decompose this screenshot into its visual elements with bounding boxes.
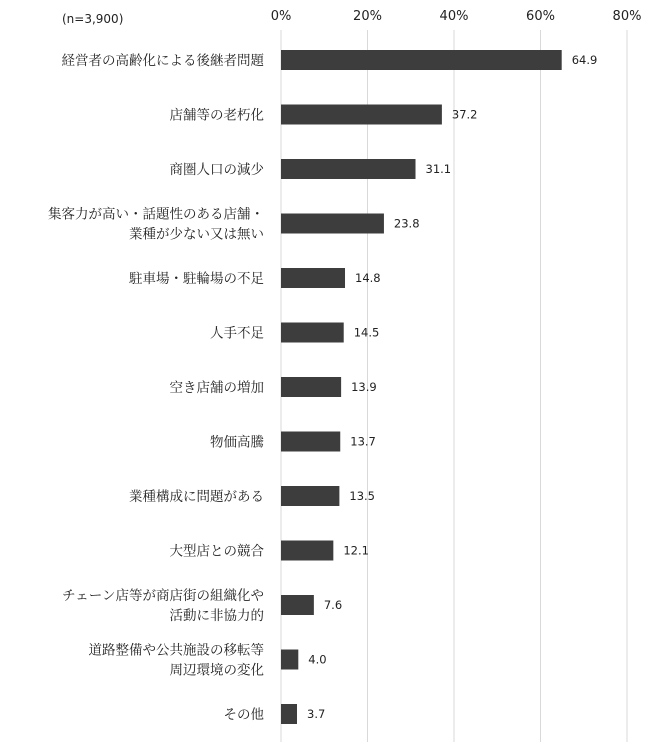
data-label: 64.9: [571, 53, 598, 67]
data-label: 13.7: [350, 434, 376, 449]
x-tick-label: 40%: [439, 9, 469, 24]
bar: [281, 105, 442, 125]
data-label: 3.7: [307, 707, 326, 721]
category-label: 大型店との競合: [169, 543, 264, 560]
data-label: 14.5: [353, 325, 380, 340]
category-label: 周辺環境の変化: [169, 662, 264, 679]
category-label: チェーン店等が商店街の組織化や: [62, 588, 264, 604]
x-tick-label: 60%: [526, 9, 555, 24]
category-label: 物価高騰: [210, 434, 264, 451]
bar: [281, 541, 333, 561]
bar: [281, 50, 562, 70]
sample-size-note: (n=3,900): [62, 12, 124, 26]
category-label: その他: [223, 707, 264, 723]
data-label: 31.1: [425, 162, 452, 176]
data-label: 13.5: [349, 489, 375, 503]
data-label: 37.2: [451, 107, 478, 122]
bar: [281, 159, 416, 179]
x-tick-label: 80%: [612, 9, 642, 24]
category-label: 駐車場・駐輪場の不足: [129, 271, 264, 287]
category-label: 空き店舗の増加: [169, 380, 264, 396]
bar: [281, 432, 340, 452]
bar: [281, 377, 341, 397]
bars: [281, 50, 562, 724]
bar: [281, 486, 339, 506]
category-label: 集客力が高い・話題性のある店舗・: [48, 206, 264, 223]
bar: [281, 323, 344, 343]
bar: [281, 650, 298, 670]
data-label: 14.8: [355, 271, 381, 285]
bar: [281, 268, 345, 288]
category-label: 商圏人口の減少: [169, 162, 264, 178]
data-label: 12.1: [343, 543, 369, 558]
bar: [281, 704, 297, 724]
x-tick-label: 20%: [353, 9, 382, 24]
data-label: 13.9: [351, 380, 377, 394]
data-label: 4.0: [308, 652, 327, 667]
category-label: 業種が少ない又は無い: [129, 226, 264, 243]
category-label: 活動に非協力的: [169, 608, 264, 624]
category-label: 業種構成に問題がある: [129, 489, 264, 505]
bar: [281, 214, 384, 234]
category-label: 道路整備や公共施設の移転等: [88, 642, 264, 659]
x-tick-label: 0%: [270, 9, 292, 24]
category-label: 経営者の高齢化による後継者問題: [61, 53, 264, 69]
category-label: 人手不足: [210, 325, 264, 342]
bar: [281, 595, 314, 615]
data-label: 23.8: [393, 216, 420, 231]
data-label: 7.6: [323, 598, 343, 612]
category-label: 店舗等の老朽化: [169, 107, 264, 124]
